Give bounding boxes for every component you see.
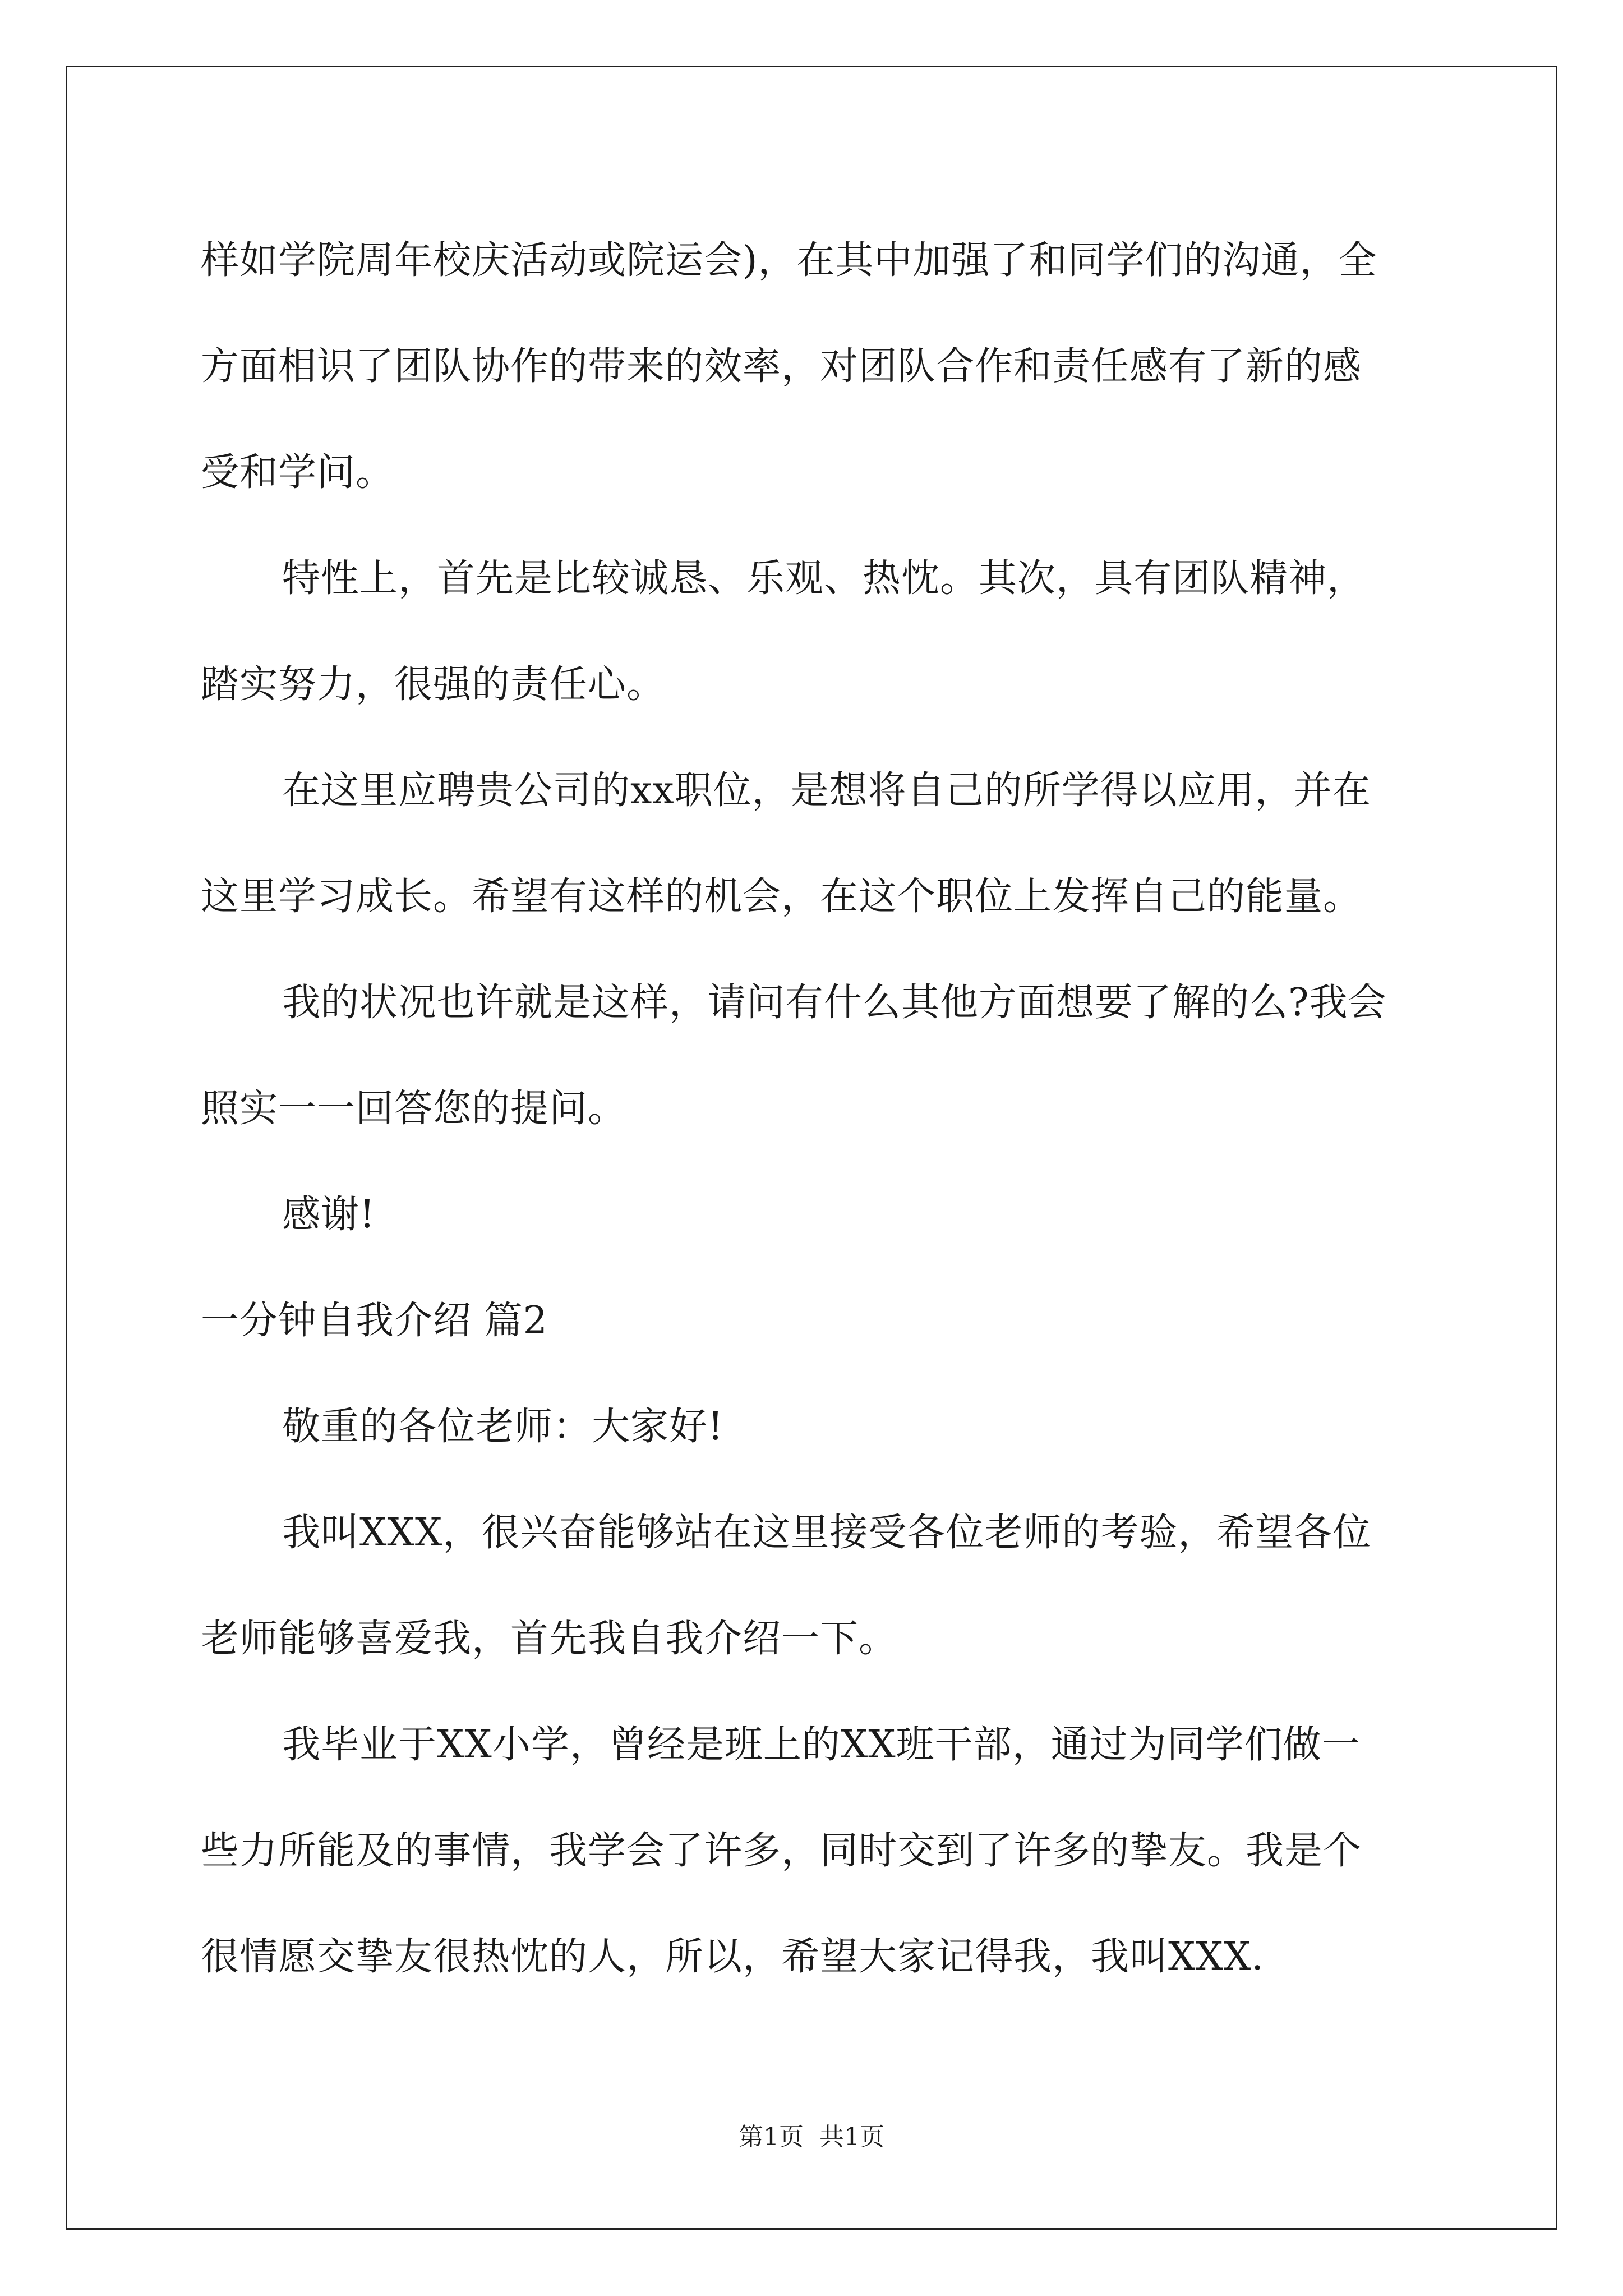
text-line: 照实一一回答您的提问。 (201, 1087, 627, 1131)
text-line: 些力所能及的事情，我学会了许多，同时交到了许多的挚友。我是个 (201, 1829, 1362, 1873)
text-line: 我叫XXX，很兴奋能够站在这里接受各位老师的考验，希望各位 (282, 1511, 1372, 1555)
text-line: 老师能够喜爱我，首先我自我介绍一下。 (201, 1617, 898, 1661)
text-line: 在这里应聘贵公司的xx职位，是想将自己的所学得以应用，并在 (282, 769, 1371, 813)
document-body (201, 208, 1423, 2010)
text-line: 受和学问。 (201, 450, 395, 495)
text-line: 这里学习成长。希望有这样的机会，在这个职位上发挥自己的能量。 (201, 875, 1362, 919)
page-footer (0, 2120, 1623, 2154)
section-heading: 一分钟自我介绍 篇2 (201, 1299, 548, 1343)
text-line: 方面相识了团队协作的带来的效率，对团队合作和责任感有了新的感 (201, 344, 1362, 389)
page-number-total: 共1页 (819, 2123, 884, 2151)
text-line: 特性上，首先是比较诚恳、乐观、热忱。其次，具有团队精神， (282, 556, 1366, 601)
text-line: 很情愿交挚友很热忱的人，所以，希望大家记得我，我叫XXX. (201, 1935, 1264, 1979)
text-line: 敬重的各位老师：大家好! (282, 1405, 724, 1449)
text-line: 我毕业于XX小学，曾经是班上的XX班干部，通过为同学们做一 (282, 1723, 1361, 1767)
text-line: 样如学院周年校庆活动或院运会)，在其中加强了和同学们的沟通，全 (201, 238, 1377, 283)
text-line: 感谢! (282, 1193, 376, 1237)
page-number-current: 第1页 (739, 2123, 804, 2151)
text-line: 踏实努力，很强的责任心。 (201, 662, 666, 707)
text-line: 我的状况也许就是这样，请问有什么其他方面想要了解的么?我会 (282, 981, 1387, 1025)
